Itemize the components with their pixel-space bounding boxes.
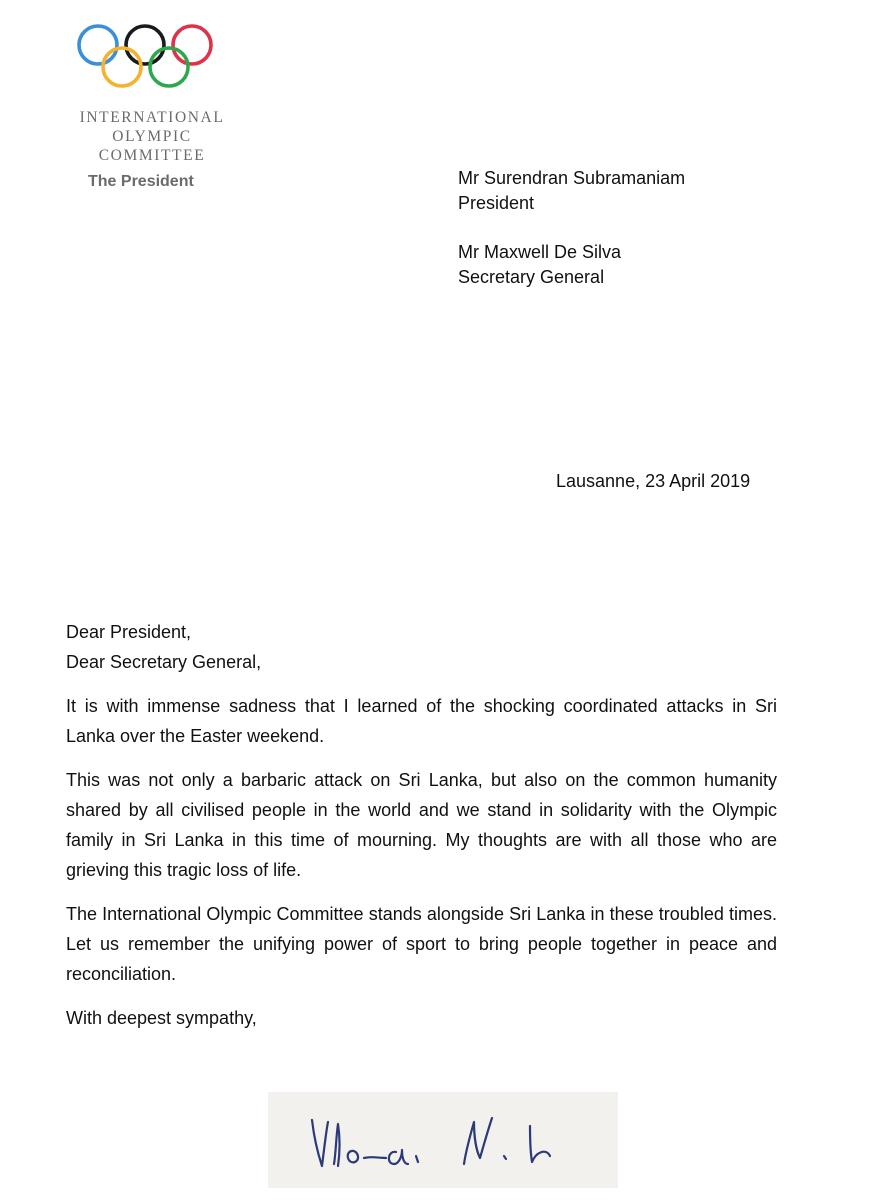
office-title: The President [88,173,194,190]
recipient-block [458,166,685,289]
ring-yellow [103,48,141,86]
org-name-line: COMMITTEE [98,147,206,164]
salutation [66,617,777,677]
ring-red [173,26,211,64]
recipient-name: Mr Surendran Subramaniam [458,168,686,188]
ring-green [150,48,188,86]
ring-black [126,26,164,64]
signature-area [268,1092,618,1188]
org-name-line: INTERNATIONAL [79,109,225,126]
date-line: Lausanne, 23 April 2019 [556,471,751,491]
salutation-line: Dear Secretary General, [66,652,262,672]
olympic-rings-icon [72,22,222,92]
recipient [458,240,685,289]
recipient-name: Mr Maxwell De Silva [458,242,622,262]
recipient-title: President [458,192,535,213]
body-paragraph: The International Olympic Committee stands alongside Sri Lanka in these troubled times. Let us remember the unifying power of sport to bring people together in peace and reconciliation. [66,904,777,984]
body-paragraph: This was not only a barbaric attack on Sri Lanka, but also on the common humanity shared by all civilised people in the world and we stand in solidarity with the Olympic family in Sri Lanka in this time of mourning. My thoughts are with all those who are grieving this tragic loss of life. [66,770,777,880]
letter-body [66,617,777,1033]
org-name-line: OLYMPIC [112,128,192,145]
closing-line: With deepest sympathy, [66,1008,257,1028]
body-paragraph: It is with immense sadness that I learned of the shocking coordinated attacks in Sri Lanka over the Easter weekend. [66,696,777,746]
handwritten-signature-icon [268,1092,618,1188]
organization-name [62,108,242,165]
recipient-title: Secretary General [458,266,605,287]
ring-blue [79,26,117,64]
recipient [458,166,685,215]
salutation-line: Dear President, [66,622,192,642]
